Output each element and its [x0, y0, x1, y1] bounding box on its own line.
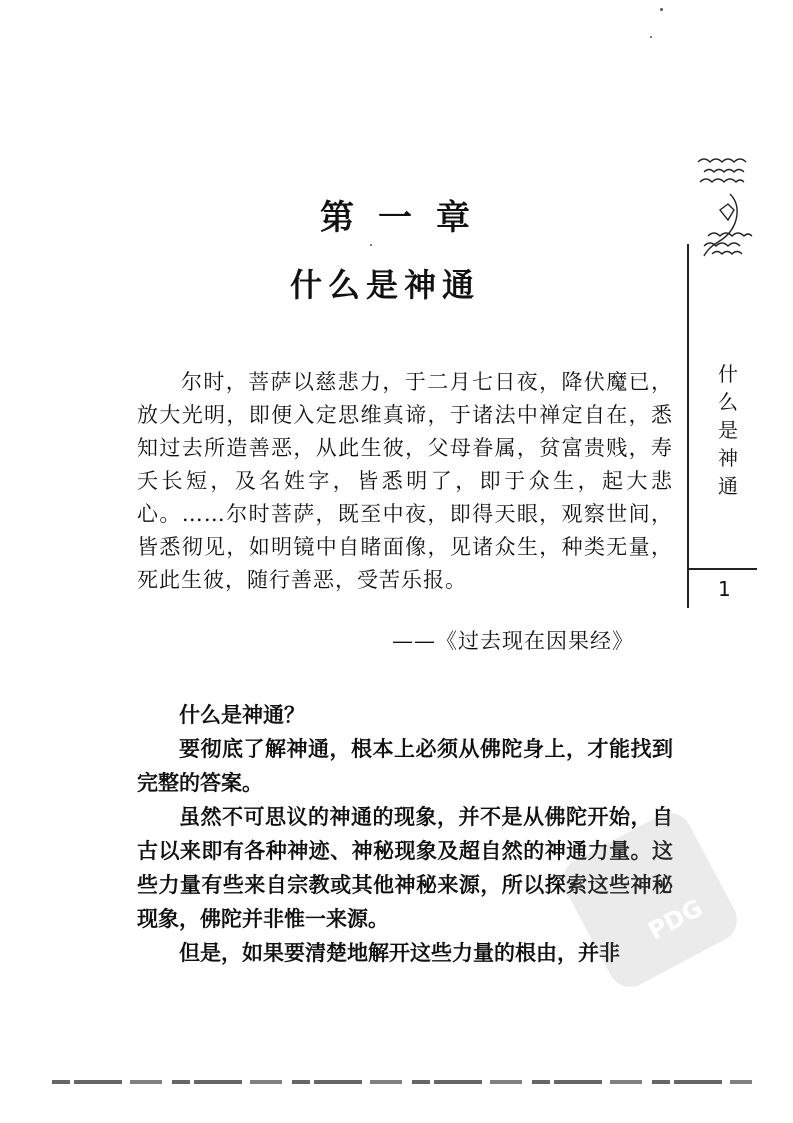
epigraph-source: ——《过去现在因果经》: [392, 629, 634, 653]
seal-watermark-icon: [562, 812, 737, 987]
paragraph: 要彻底了解神通，根本上必须从佛陀身上，才能找到完整的答案。: [137, 737, 673, 795]
paragraph: 但是，如果要清楚地解开这些力量的根由，并非: [179, 941, 620, 965]
chapter-number: 第一章: [320, 198, 494, 238]
paragraph: 什么是神通？: [179, 703, 305, 727]
scan-speck: [660, 8, 663, 11]
side-vertical-rule: [687, 244, 689, 608]
chapter-title: 什么是神通: [290, 266, 481, 304]
scan-speck: [370, 244, 372, 246]
scan-bottom-artifact: [52, 1080, 752, 1084]
watermark-text: PDG: [643, 893, 708, 946]
scan-speck: [650, 36, 652, 38]
page-number: 1: [718, 577, 731, 601]
cloud-figure-ornament-icon: [690, 150, 760, 290]
side-horizontal-rule: [687, 568, 757, 570]
running-title: 什么是神通: [718, 362, 738, 498]
epigraph-quote: 尔时，菩萨以慈悲力，于二月七日夜，降伏魔已，放大光明，即便入定思维真谛，于诸法中禅定自在，悉知过去所造善恶，从此生彼，父母眷属，贫富贵贱，寿夭长短，及名姓字，皆悉明了，即于众生，起大悲心。……尔时菩萨，既至中夜，即得天眼，观察世间，皆悉彻见，如明镜中自睹面像，见诸众生，种类无量，死此生彼，随行善恶，受苦乐报。: [137, 370, 673, 592]
paragraph: 虽然不可思议的神通的现象，并不是从佛陀开始，自古以来即有各种神迹、神秘现象及超自然的神通力量。这些力量有些来自宗教或其他神秘来源，所以探索这些神秘现象，佛陀并非惟一来源。: [137, 805, 673, 931]
